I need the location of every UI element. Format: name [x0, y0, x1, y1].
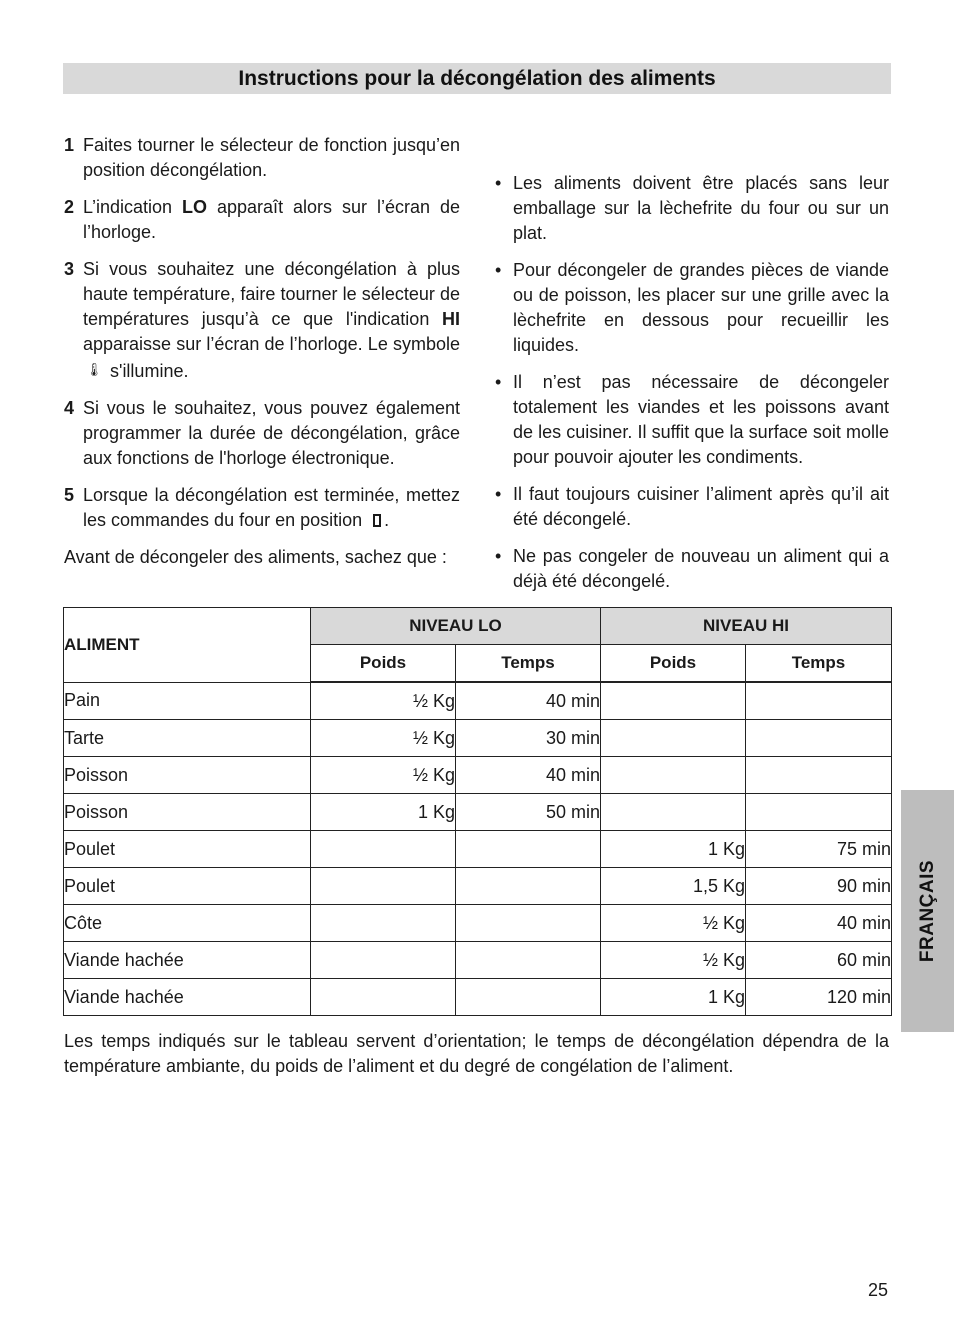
step-text-part: L’indication — [83, 197, 183, 217]
step-number: 4 — [64, 398, 75, 418]
off-position-icon — [373, 514, 381, 527]
hi-poids-cell: 1,5 Kg — [601, 868, 746, 905]
step-number: 2 — [64, 197, 75, 217]
table-row — [64, 794, 892, 831]
page-number: 25 — [867, 1280, 888, 1300]
steps-column — [64, 133, 460, 570]
table-row — [64, 942, 892, 979]
food-cell: Poisson — [64, 757, 311, 794]
thermometer-icon: 🌡 — [85, 362, 103, 377]
hi-temps-cell — [746, 682, 892, 720]
food-cell: Poulet — [64, 831, 311, 868]
intro-text: Avant de décongeler des aliments, sachez que : — [64, 547, 447, 567]
step-text — [83, 483, 460, 533]
table-body — [64, 682, 892, 1016]
aliment-header: ALIMENT — [64, 608, 311, 683]
hi-temps-cell: 75 min — [746, 831, 892, 868]
lo-poids-cell — [311, 905, 456, 942]
table-row — [64, 979, 892, 1016]
food-cell: Tarte — [64, 720, 311, 757]
lo-temps-cell — [456, 942, 601, 979]
step-4 — [64, 396, 460, 471]
food-cell: Viande hachée — [64, 942, 311, 979]
table-row — [64, 868, 892, 905]
hi-temps-cell — [746, 794, 892, 831]
lo-temps-cell — [456, 979, 601, 1016]
hi-poids-cell — [601, 757, 746, 794]
food-cell: Côte — [64, 905, 311, 942]
tip-text: Il faut toujours cuisiner l’aliment après qu’il ait été décongelé. — [513, 484, 889, 529]
tip-item — [495, 258, 889, 358]
step-text: Si vous le souhaitez, vous pouvez également programmer la durée de décongélation, grâce aux fonctions de l'horloge électronique. — [83, 398, 460, 468]
step-text — [83, 195, 460, 245]
food-cell: Poulet — [64, 868, 311, 905]
lo-poids-cell: ½ Kg — [311, 682, 456, 720]
footnote: Les temps indiqués sur le tableau servent d’orientation; le temps de décongélation dépendra de la température ambiante, du poids de l’aliment et du degré de congélation de l’aliment. — [64, 1031, 889, 1076]
step-text-part: apparaît alors sur l’écran de l’horloge. — [83, 197, 460, 242]
niveau-lo-header: NIVEAU LO — [311, 608, 601, 645]
step-text-part: s'illumine. — [105, 361, 189, 381]
table-row — [64, 905, 892, 942]
hi-poids-cell: 1 Kg — [601, 831, 746, 868]
lo-temps-cell — [456, 905, 601, 942]
niveau-hi-header: NIVEAU HI — [601, 608, 892, 645]
hi-temps-cell — [746, 757, 892, 794]
step-text-part: apparaisse sur l’écran de l’horloge. Le symbole — [83, 334, 460, 354]
tip-item — [495, 370, 889, 470]
hi-temps-cell: 40 min — [746, 905, 892, 942]
hi-temps-cell: 120 min — [746, 979, 892, 1016]
lo-temps-cell: 50 min — [456, 794, 601, 831]
tip-item — [495, 482, 889, 532]
page-title: Instructions pour la décongélation des aliments — [63, 63, 891, 94]
hi-poids-cell: ½ Kg — [601, 942, 746, 979]
table-row — [64, 757, 892, 794]
hi-poids-cell: ½ Kg — [601, 905, 746, 942]
bullet-icon: • — [495, 260, 502, 280]
step-number: 1 — [64, 135, 75, 155]
lo-poids-header: Poids — [311, 645, 456, 683]
tips-column — [495, 171, 889, 606]
lo-temps-cell — [456, 868, 601, 905]
tip-text: Il n’est pas nécessaire de décongeler totalement les viandes et les poissons avant de les cuisiner. Il suffit que la surface soit molle pour pouvoir ajouter les condiments. — [513, 372, 889, 467]
bullet-icon: • — [495, 372, 502, 392]
tip-text: Les aliments doivent être placés sans leur emballage sur la lèchefrite du four ou sur un plat. — [513, 173, 889, 243]
step-number: 3 — [64, 259, 75, 279]
hi-temps-header: Temps — [746, 645, 892, 683]
language-tab — [901, 790, 954, 1032]
bullet-icon: • — [495, 546, 502, 566]
food-cell: Poisson — [64, 794, 311, 831]
table-header-row — [64, 608, 892, 645]
step-text-part: Lorsque la décongélation est terminée, mettez les commandes du four en position — [83, 485, 460, 530]
lo-poids-cell — [311, 831, 456, 868]
step-2 — [64, 195, 460, 245]
lo-poids-cell: ½ Kg — [311, 757, 456, 794]
step-5 — [64, 483, 460, 533]
hi-temps-cell: 60 min — [746, 942, 892, 979]
tip-item — [495, 171, 889, 246]
bullet-icon: • — [495, 484, 502, 504]
hi-temps-cell: 90 min — [746, 868, 892, 905]
language-label: FRANÇAIS — [916, 859, 938, 963]
defrost-table — [63, 607, 892, 1016]
hi-poids-cell: 1 Kg — [601, 979, 746, 1016]
table-row — [64, 682, 892, 720]
lo-temps-header: Temps — [456, 645, 601, 683]
hi-poids-header: Poids — [601, 645, 746, 683]
step-text-part: . — [384, 510, 390, 530]
food-cell: Pain — [64, 682, 311, 720]
hi-indicator: HI — [442, 309, 460, 329]
step-text: Faites tourner le sélecteur de fonction jusqu’en position décongélation. — [83, 135, 460, 180]
food-cell: Viande hachée — [64, 979, 311, 1016]
lo-temps-cell: 30 min — [456, 720, 601, 757]
lo-temps-cell: 40 min — [456, 682, 601, 720]
hi-poids-cell — [601, 720, 746, 757]
lo-poids-cell — [311, 979, 456, 1016]
table-row — [64, 720, 892, 757]
lo-poids-cell — [311, 868, 456, 905]
step-text-part: Si vous souhaitez une décongélation à plus haute température, faire tourner le sélecteur de températures jusqu’à ce que l'indication — [83, 259, 460, 329]
hi-temps-cell — [746, 720, 892, 757]
lo-temps-cell: 40 min — [456, 757, 601, 794]
lo-poids-cell — [311, 942, 456, 979]
lo-indicator: LO — [182, 197, 208, 217]
table-row — [64, 831, 892, 868]
tip-text: Ne pas congeler de nouveau un aliment qui a déjà été décongelé. — [513, 546, 889, 591]
step-3 — [64, 257, 460, 384]
hi-poids-cell — [601, 794, 746, 831]
bullet-icon: • — [495, 173, 502, 193]
tip-text: Pour décongeler de grandes pièces de viande ou de poisson, les placer sur une grille avec la lèchefrite en dessous pour recueillir les liquides. — [513, 260, 889, 355]
step-number: 5 — [64, 485, 75, 505]
step-text — [83, 257, 460, 384]
tip-item — [495, 544, 889, 594]
lo-temps-cell — [456, 831, 601, 868]
lo-poids-cell: ½ Kg — [311, 720, 456, 757]
hi-poids-cell — [601, 682, 746, 720]
step-1 — [64, 133, 460, 183]
lo-poids-cell: 1 Kg — [311, 794, 456, 831]
